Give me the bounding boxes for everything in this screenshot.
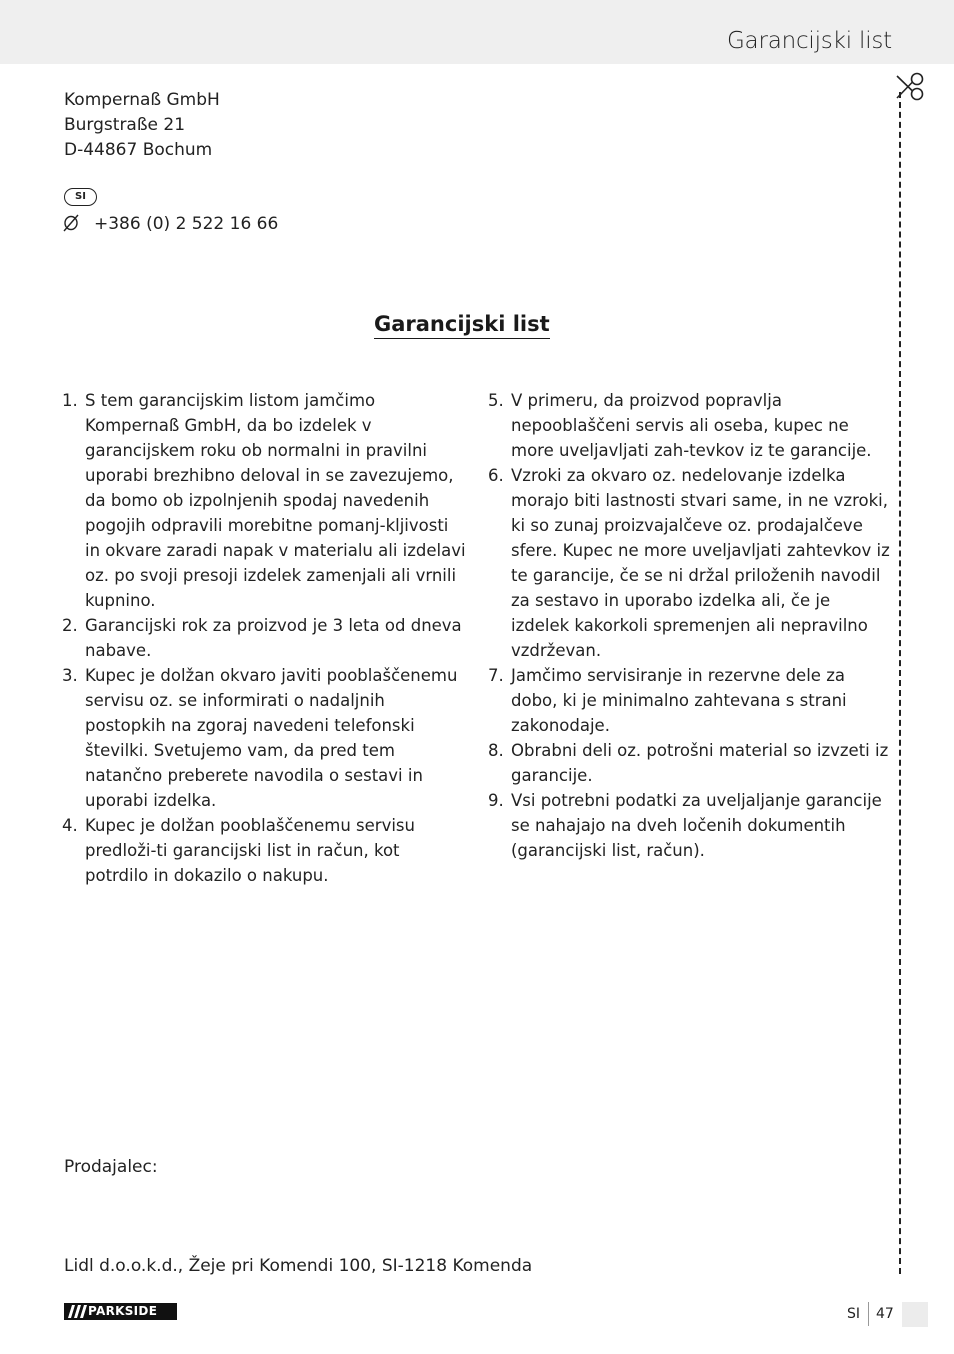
parkside-logo — [64, 1303, 177, 1320]
logo-stripes-icon — [68, 1305, 88, 1318]
manufacturer-address — [64, 88, 220, 163]
seller-label: Prodajalec: — [64, 1157, 158, 1177]
terms-column-left — [62, 388, 467, 888]
item-text: V primeru, da proizvod popravlja nepooblaščeni servis ali oseba, kupec ne more uveljavljati zah-tevkov iz te garancije. — [511, 391, 872, 460]
item-text: S tem garancijskim listom jamčimo Kompernaß GmbH, da bo izdelek v garancijskem roku ob normalni in pravilni uporabi brezhibno deloval in se zavezujemo, da bomo ob izpolnjenih spodaj navedenih pogojih odpravili morebitne pomanj-kljivosti in okvare zaradi napak v materialu ali izdelavi oz. po svoji presoji izdelek zamenjali ali vrnili kupnino. — [85, 391, 466, 610]
phone-number: +386 (0) 2 522 16 66 — [94, 214, 279, 234]
footer-divider — [868, 1302, 869, 1326]
list-item — [62, 663, 467, 813]
item-text: Kupec je dolžan pooblaščenemu servisu predloži-ti garancijski list in račun, kot potrdilo in dokazilo o nakupu. — [85, 816, 415, 885]
item-text: Vzroki za okvaro oz. nedelovanje izdelka morajo biti lastnosti stvari same, in ne vzroki, ki so zunaj proizvajalčeve oz. prodajalčeve sfere. Kupec ne more uveljavljati zahtevkov iz te garancije, če se ni držal priloženih navodil za sestavo in uporabo izdelka ali, če je izdelek kakorkoli spremenjen ali nepravilno vzdrževan. — [511, 466, 890, 660]
item-number: 8. — [488, 741, 504, 760]
phone-row — [62, 212, 278, 237]
seller-address: Lidl d.o.o.k.d., Žeje pri Komendi 100, SI-1218 Komenda — [64, 1256, 533, 1276]
item-text: Kupec je dolžan okvaro javiti pooblaščenemu servisu oz. se informirati o nadaljnih postopkih na zgoraj navedeni telefonski številki. Svetujemo vam, da pred tem natančno preberete navodila o sestavi in uporabi izdelka. — [85, 666, 458, 810]
address-line: Kompernaß GmbH — [64, 90, 220, 110]
item-number: 2. — [62, 616, 78, 635]
address-line: D-44867 Bochum — [64, 140, 213, 160]
item-number: 1. — [62, 391, 78, 410]
list-item — [488, 738, 891, 788]
logo-text: PARKSIDE — [88, 1304, 158, 1318]
list-item — [488, 663, 891, 738]
item-number: 5. — [488, 391, 504, 410]
item-number: 3. — [62, 666, 78, 685]
address-line: Burgstraße 21 — [64, 115, 186, 135]
footer-tab — [902, 1302, 928, 1327]
item-text: Vsi potrebni podatki za uveljaljanje garancije se nahajajo na dveh ločenih dokumentih (garancijski list, račun). — [511, 791, 882, 860]
item-text: Jamčimo servisiranje in rezervne dele za dobo, ki je minimalno zahtevana s strani zakonodaje. — [511, 666, 847, 735]
page-title: Garancijski list — [726, 28, 892, 54]
item-number: 6. — [488, 466, 504, 485]
list-item — [488, 388, 891, 463]
country-badge: SI — [64, 188, 97, 206]
terms-column-right — [488, 388, 891, 863]
list-item — [62, 813, 467, 888]
page-number: 47 — [876, 1306, 894, 1322]
item-text: Garancijski rok za proizvod je 3 leta od dneva nabave. — [85, 616, 462, 660]
item-text: Obrabni deli oz. potrošni material so izvzeti iz garancije. — [511, 741, 889, 785]
list-item — [62, 613, 467, 663]
item-number: 9. — [488, 791, 504, 810]
list-item — [62, 388, 467, 613]
footer-language: SI — [847, 1306, 861, 1322]
item-number: 4. — [62, 816, 78, 835]
section-title: Garancijski list — [374, 311, 550, 339]
item-number: 7. — [488, 666, 504, 685]
cut-line — [899, 92, 901, 1274]
list-item — [488, 788, 891, 863]
phone-icon — [62, 214, 80, 232]
list-item — [488, 463, 891, 663]
